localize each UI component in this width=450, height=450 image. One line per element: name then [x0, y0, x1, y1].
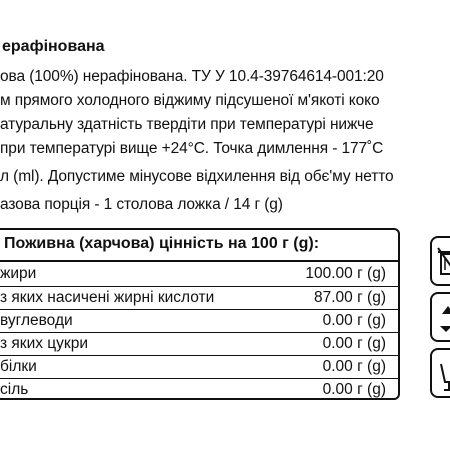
row-value: 0.00 г (g) — [322, 335, 386, 352]
row-label: з яких цукри — [0, 335, 88, 352]
row-value: 0.00 г (g) — [322, 381, 386, 398]
header-divider — [0, 260, 398, 262]
row-value: 100.00 г (g) — [305, 265, 386, 282]
row-label: жири — [0, 265, 37, 282]
row-value: 0.00 г (g) — [322, 312, 386, 329]
recycling-arrows-icon — [430, 292, 450, 342]
row-label: білки — [0, 358, 37, 375]
product-title: ерафінована — [2, 38, 105, 55]
table-row — [0, 286, 398, 310]
description-line-2: м прямого холодного віджиму підсушеної м'якоті коко — [0, 92, 380, 109]
table-row — [0, 378, 398, 402]
recycle-bin-icon — [430, 236, 450, 286]
nutrition-table-header: Поживна (харчова) цінність на 100 г (g): — [4, 235, 320, 252]
row-label: сіль — [0, 381, 29, 398]
description-line-3: атуральну здатність твердіти при температурі нижче — [0, 116, 374, 133]
food-safe-glass-fork-icon — [430, 348, 450, 398]
description-line-1: ова (100%) нерафінована. ТУ У 10.4-39764614-001:20 — [0, 68, 384, 85]
row-value: 87.00 г (g) — [314, 289, 386, 306]
nutrition-table — [0, 228, 400, 400]
table-row — [0, 263, 398, 286]
description-line-5: л (ml). Допустиме мінусове відхилення від обє'му нетто — [0, 168, 394, 185]
row-label: з яких насичені жирні кислоти — [0, 289, 215, 306]
description-line-4: при температурі вище +24°С. Точка димлення - 177˚С — [0, 140, 384, 157]
table-row — [0, 332, 398, 356]
description-line-6: азова порція - 1 столова ложка / 14 г (g) — [0, 196, 283, 213]
row-value: 0.00 г (g) — [322, 358, 386, 375]
table-row — [0, 309, 398, 333]
table-row — [0, 355, 398, 379]
row-label: вуглеводи — [0, 312, 73, 329]
